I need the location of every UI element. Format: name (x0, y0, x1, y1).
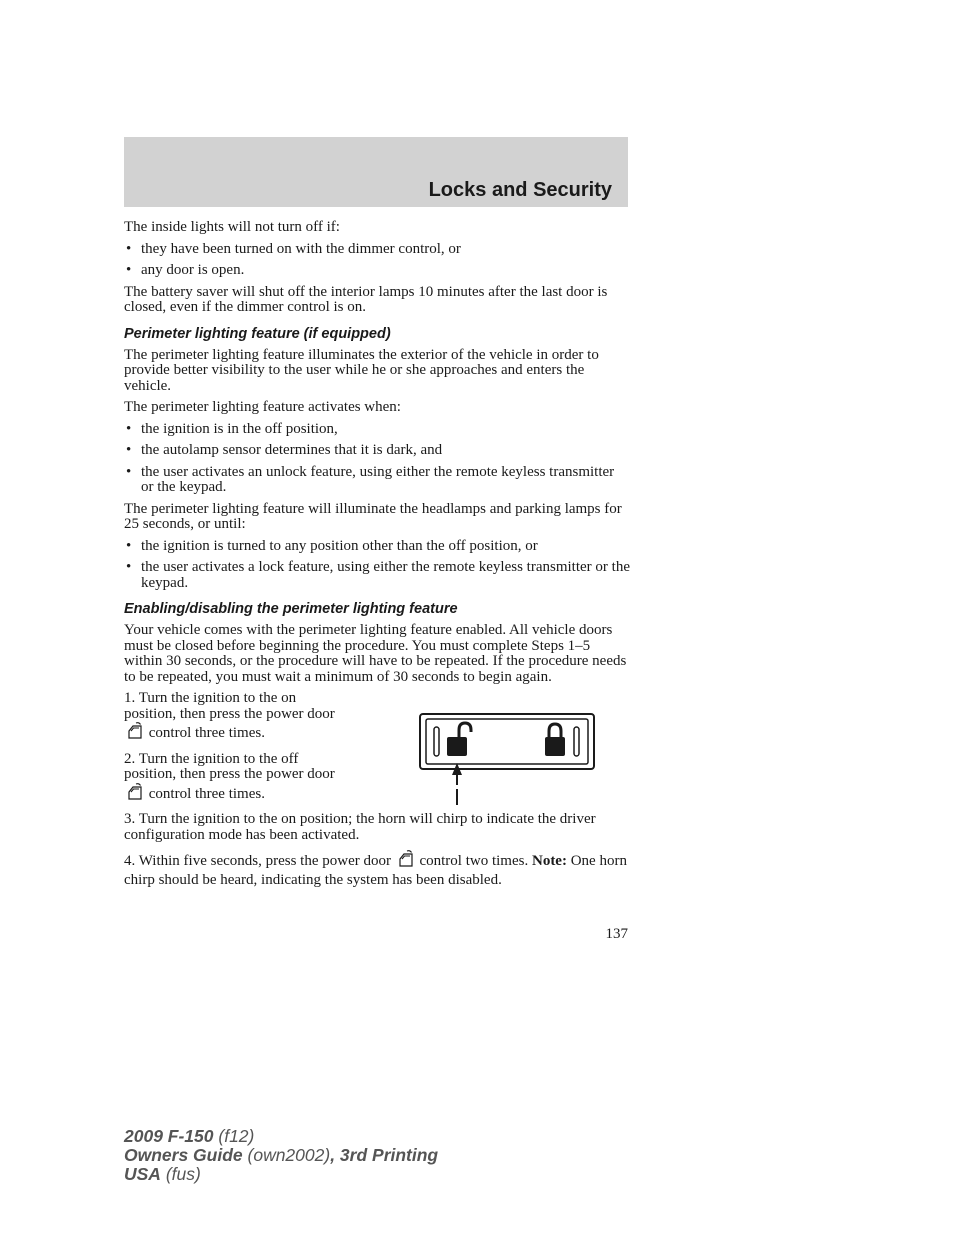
section-title: Locks and Security (428, 179, 612, 201)
section-header-band (124, 137, 628, 207)
door-lock-switch-diagram (419, 713, 595, 809)
perimeter-paragraph: The perimeter lighting feature illuminates the exterior of the vehicle in order to provide better visibility to the user while he or she approaches and enters the vehicle. (124, 346, 599, 394)
list-item: • they have been turned on with the dimmer control, or (124, 242, 630, 258)
list-item: • the ignition is turned to any position other than the off position, or (124, 539, 630, 555)
step-3: 3. Turn the ignition to the on position; the horn will chirp to indicate the driver configuration mode has been activated. (124, 811, 596, 843)
step-4-text-mid: control two times. (419, 853, 529, 869)
activation-bullet-list (124, 422, 630, 496)
step-1-text: 1. Turn the ignition to the on position, then press the power door (124, 690, 335, 722)
list-item: • the ignition is in the off position, (124, 422, 630, 438)
step-4 (124, 850, 630, 888)
intro-paragraph: The inside lights will not turn off if: (124, 219, 340, 235)
unlock-door-icon (127, 783, 143, 806)
steps-narrow-column (124, 691, 344, 805)
deactivation-bullet-list (124, 539, 630, 592)
footer-line-1: 2009 F-150 (f12) (124, 1126, 255, 1146)
step-1-text-end: control three times. (148, 725, 265, 741)
intro-bullet-list (124, 242, 630, 279)
footer-line-3: USA (fus) (124, 1164, 201, 1184)
list-item: • the user activates a lock feature, using either the remote keyless transmitter or the keypad. (124, 560, 630, 591)
step-2-text: 2. Turn the ignition to the off position, then press the power door (124, 750, 335, 782)
unlock-door-icon (127, 722, 143, 745)
perimeter-heading: Perimeter lighting feature (if equipped) (124, 325, 391, 342)
list-item: • the user activates an unlock feature, using either the remote keyless transmitter or the keypad. (124, 465, 630, 496)
page-number: 137 (605, 926, 628, 942)
unlock-door-icon (398, 850, 414, 873)
enabling-paragraph: Your vehicle comes with the perimeter lighting feature enabled. All vehicle doors must be closed before beginning the procedure. You must complete Steps 1–5 within 30 seconds, or the procedure will have to be repeated. If the procedure needs to be repeated, you must wait a minimum of 30 seconds to begin again. (124, 622, 627, 685)
step-2-text-end: control three times. (148, 785, 265, 802)
perimeter-activates-paragraph: The perimeter lighting feature activates when: (124, 399, 401, 415)
list-item: • the autolamp sensor determines that it is dark, and (124, 443, 630, 459)
step-4-text: 4. Within five seconds, press the power door (124, 853, 391, 869)
step-1 (124, 691, 344, 745)
list-item: • any door is open. (124, 263, 630, 279)
note-label: Note: (531, 853, 567, 869)
note-text: One horn chirp should be heard, indicating the system has been disabled. (124, 853, 627, 888)
enabling-heading: Enabling/disabling the perimeter lighting feature (124, 601, 458, 617)
battery-saver-paragraph: The battery saver will shut off the interior lamps 10 minutes after the last door is closed, even if the dimmer control is on. (124, 283, 608, 315)
step-2 (124, 752, 344, 806)
footer-line-2: Owners Guide (own2002), 3rd Printing (124, 1145, 439, 1165)
perimeter-illuminate-paragraph: The perimeter lighting feature will illuminate the headlamps and parking lamps for 25 seconds, or until: (124, 500, 622, 532)
document-footer (124, 1127, 438, 1184)
